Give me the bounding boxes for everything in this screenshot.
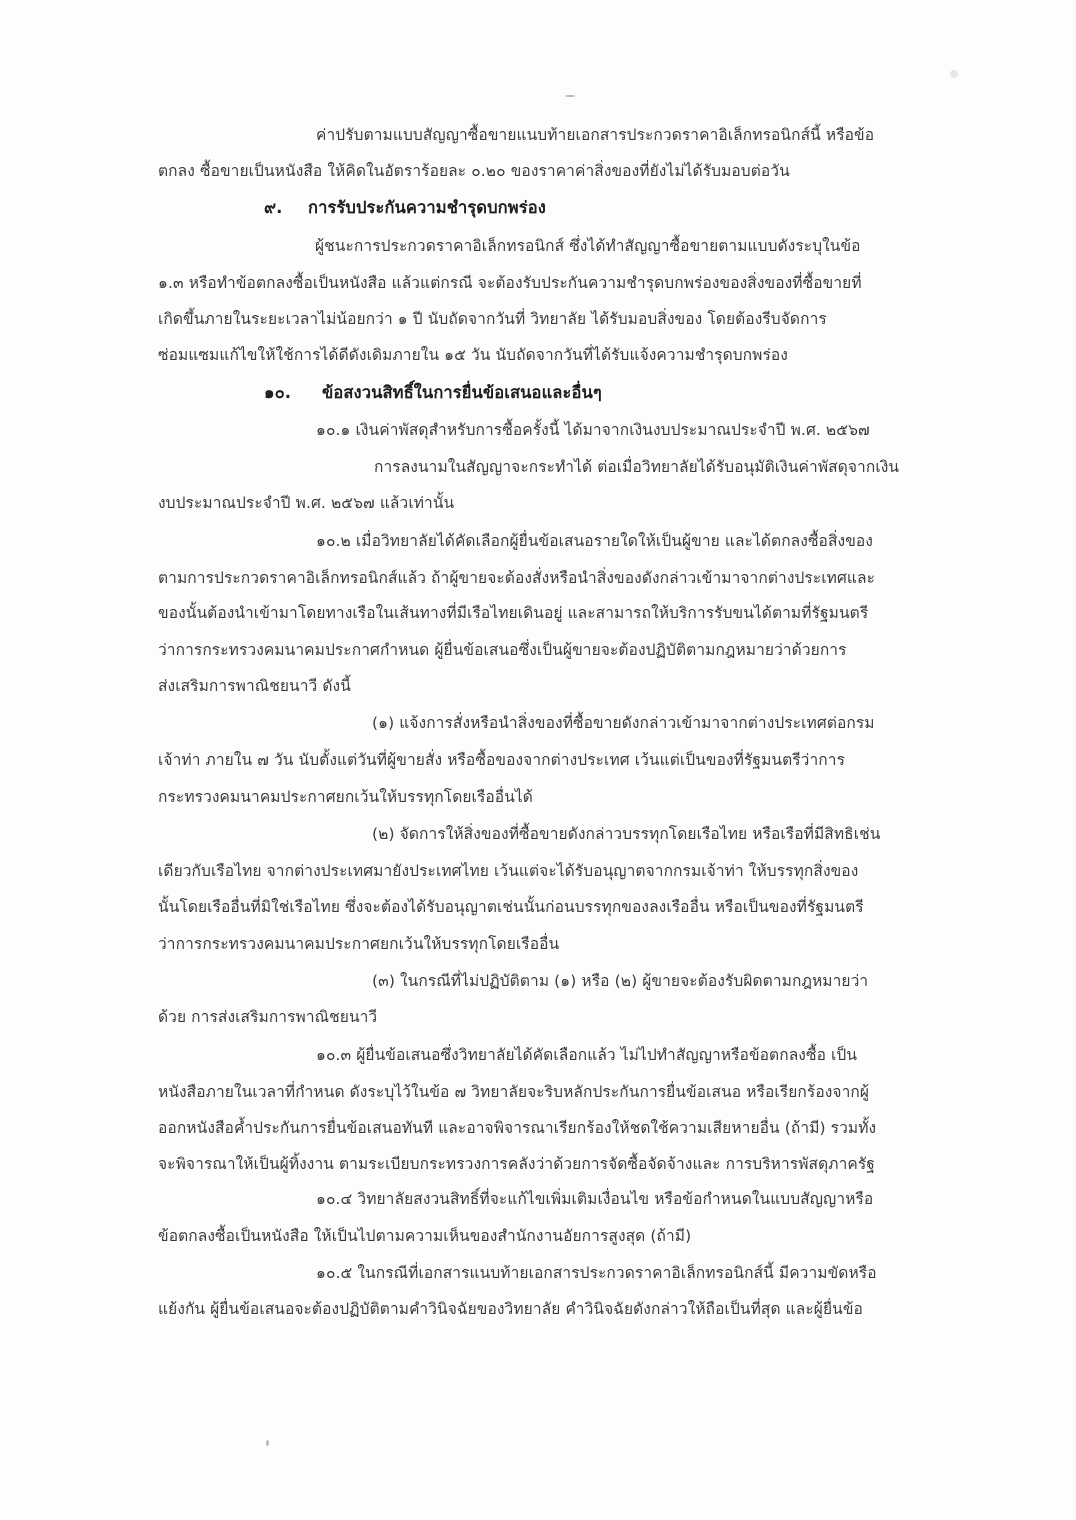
paragraph-line: ว่าการกระทรวงคมนาคมประกาศยกเว้นให้บรรทุกโดยเรืออื่น xyxy=(158,935,560,953)
paragraph-line: ของนั้นต้องนำเข้ามาโดยทางเรือในเส้นทางที่มีเรือไทยเดินอยู่ และสามารถให้บริการรับขนได้ตามที่รัฐมนตรี xyxy=(158,604,869,622)
paragraph-line: งบประมาณประจำปี พ.ศ. ๒๕๖๗ แล้วเท่านั้น xyxy=(158,494,455,512)
scan-speck xyxy=(950,70,958,78)
scan-speck xyxy=(565,95,575,97)
paragraph-line: ข้อตกลงซื้อเป็นหนังสือ ให้เป็นไปตามความเห็นของสำนักงานอัยการสูงสุด (ถ้ามี) xyxy=(158,1227,692,1245)
paragraph-line: (๒) จัดการให้สิ่งของที่ซื้อขายดังกล่าวบรรทุกโดยเรือไทย หรือเรือที่มีสิทธิเช่น xyxy=(372,825,881,843)
paragraph-line: ๑๐.๕ ในกรณีที่เอกสารแนบท้ายเอกสารประกวดราคาอิเล็กทรอนิกส์นี้ มีความขัดหรือ xyxy=(316,1264,877,1282)
paragraph-line: ด้วย การส่งเสริมการพาณิชยนาวี xyxy=(158,1008,378,1026)
paragraph-line: กระทรวงคมนาคมประกาศยกเว้นให้บรรทุกโดยเรืออื่นได้ xyxy=(158,788,533,806)
paragraph-line: ๑๐.๒ เมื่อวิทยาลัยได้คัดเลือกผู้ยื่นข้อเสนอรายใดให้เป็นผู้ขาย และได้ตกลงซื้อสิ่งของ xyxy=(316,532,873,550)
paragraph-line: ๑๐.๓ ผู้ยื่นข้อเสนอซึ่งวิทยาลัยได้คัดเลือกแล้ว ไม่ไปทำสัญญาหรือข้อตกลงซื้อ เป็น xyxy=(316,1046,858,1064)
paragraph-line: จะพิจารณาให้เป็นผู้ทิ้งงาน ตามระเบียบกระทรวงการคลังว่าด้วยการจัดซื้อจัดจ้างและ การบริหารพัสดุภาครัฐ xyxy=(158,1155,875,1173)
paragraph-line: เกิดขึ้นภายในระยะเวลาไม่น้อยกว่า ๑ ปี นับถัดจากวันที่ วิทยาลัย ได้รับมอบสิ่งของ โดยต้องรีบจัดการ xyxy=(158,310,827,328)
section-number: ๑๐. xyxy=(264,383,292,402)
paragraph-line: นั้นโดยเรืออื่นที่มิใช่เรือไทย ซึ่งจะต้องได้รับอนุญาตเช่นนั้นก่อนบรรทุกของลงเรืออื่น หรือเป็นของที่รัฐมนตรี xyxy=(158,898,864,916)
paragraph-line: การลงนามในสัญญาจะกระทำได้ ต่อเมื่อวิทยาลัยได้รับอนุมัติเงินค่าพัสดุจากเงิน xyxy=(374,458,900,476)
paragraph-line: (๑) แจ้งการสั่งหรือนำสิ่งของที่ซื้อขายดังกล่าวเข้ามาจากต่างประเทศต่อกรม xyxy=(372,714,875,732)
paragraph-line: เจ้าท่า ภายใน ๗ วัน นับตั้งแต่วันที่ผู้ขายสั่ง หรือซื้อของจากต่างประเทศ เว้นแต่เป็นของที่รัฐมนตรีว่าการ xyxy=(158,751,846,769)
paragraph-line: แย้งกัน ผู้ยื่นข้อเสนอจะต้องปฏิบัติตามคำวินิจฉัยของวิทยาลัย คำวินิจฉัยดังกล่าวให้ถือเป็นที่สุด และผู้ยื่นข้อ xyxy=(158,1300,863,1318)
paragraph-line: ตามการประกวดราคาอิเล็กทรอนิกส์แล้ว ถ้าผู้ขายจะต้องสั่งหรือนำสิ่งของดังกล่าวเข้ามาจากต่างประเทศและ xyxy=(158,569,876,587)
paragraph-line: (๓) ในกรณีที่ไม่ปฏิบัติตาม (๑) หรือ (๒) ผู้ขายจะต้องรับผิดตามกฎหมายว่า xyxy=(372,972,869,990)
paragraph-line: ออกหนังสือค้ำประกันการยื่นข้อเสนอทันที และอาจพิจารณาเรียกร้องให้ชดใช้ความเสียหายอื่น (ถ้ามี) รวมทั้ง xyxy=(158,1119,877,1137)
paragraph-line: ผู้ชนะการประกวดราคาอิเล็กทรอนิกส์ ซึ่งได้ทำสัญญาซื้อขายตามแบบดังระบุในข้อ xyxy=(315,237,861,255)
paragraph-line: เดียวกับเรือไทย จากต่างประเทศมายังประเทศไทย เว้นแต่จะได้รับอนุญาตจากกรมเจ้าท่า ให้บรรทุกสิ่งของ xyxy=(158,862,859,880)
paragraph-line: ๑๐.๔ วิทยาลัยสงวนสิทธิ์ที่จะแก้ไขเพิ่มเติมเงื่อนไข หรือข้อกำหนดในแบบสัญญาหรือ xyxy=(316,1190,874,1208)
paragraph-line: ซ่อมแซมแก้ไขให้ใช้การได้ดีดังเดิมภายใน ๑๕ วัน นับถัดจากวันที่ได้รับแจ้งความชำรุดบกพร่อง xyxy=(158,346,788,364)
paragraph-line: ตกลง ซื้อขายเป็นหนังสือ ให้คิดในอัตราร้อยละ ๐.๒๐ ของราคาค่าสิ่งของที่ยังไม่ได้รับมอบต่อวัน xyxy=(158,162,790,180)
scan-speck xyxy=(266,1440,269,1446)
paragraph-line: หนังสือภายในเวลาที่กำหนด ดังระบุไว้ในข้อ ๗ วิทยาลัยจะริบหลักประกันการยื่นข้อเสนอ หรือเรียกร้องจากผู้ xyxy=(158,1083,870,1101)
paragraph-line: ๑๐.๑ เงินค่าพัสดุสำหรับการซื้อครั้งนี้ ได้มาจากเงินงบประมาณประจำปี พ.ศ. ๒๕๖๗ xyxy=(316,421,870,439)
section-heading: การรับประกันความชำรุดบกพร่อง xyxy=(308,198,546,217)
section-number: ๙. xyxy=(264,198,283,217)
paragraph-line: ว่าการกระทรวงคมนาคมประกาศกำหนด ผู้ยื่นข้อเสนอซึ่งเป็นผู้ขายจะต้องปฏิบัติตามกฎหมายว่าด้วยการ xyxy=(158,641,847,659)
paragraph-line: ค่าปรับตามแบบสัญญาซื้อขายแนบท้ายเอกสารประกวดราคาอิเล็กทรอนิกส์นี้ หรือข้อ xyxy=(316,126,875,144)
paragraph-line: ส่งเสริมการพาณิชยนาวี ดังนี้ xyxy=(158,677,351,695)
paragraph-line: ๑.๓ หรือทำข้อตกลงซื้อเป็นหนังสือ แล้วแต่กรณี จะต้องรับประกันความชำรุดบกพร่องของสิ่งของที่ซื้อขายที่ xyxy=(158,274,862,292)
section-heading: ข้อสงวนสิทธิ์ในการยื่นข้อเสนอและอื่นๆ xyxy=(322,383,602,402)
